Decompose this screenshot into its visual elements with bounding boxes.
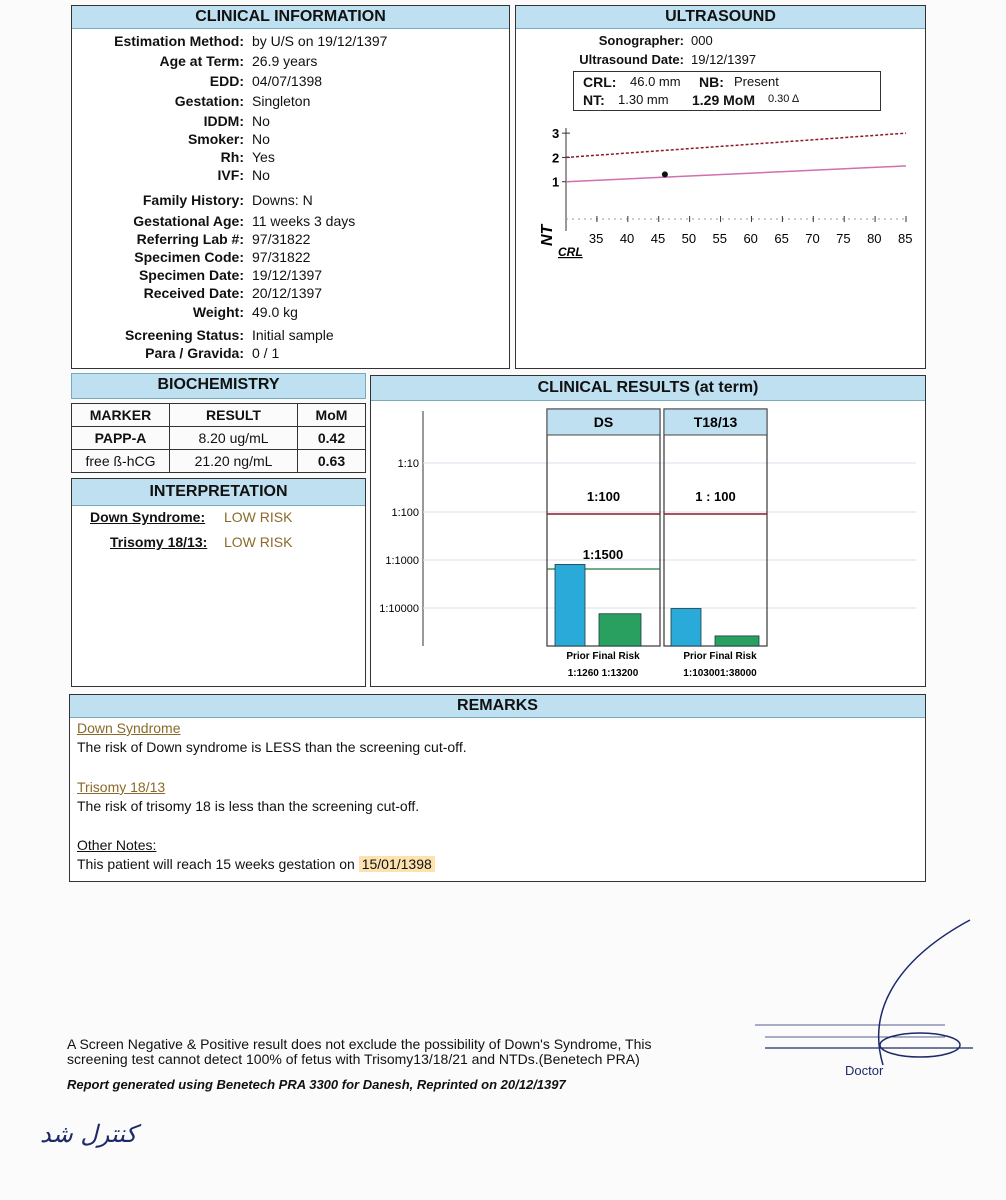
clinical-row-value: 97/31822 — [252, 249, 311, 265]
biochemistry-table — [71, 403, 366, 473]
t18-remark-link[interactable]: Trisomy 18/13 — [77, 779, 166, 795]
crl-nt-box — [573, 71, 881, 111]
table-cell: free ß-hCG — [72, 450, 170, 473]
other-notes-title: Other Notes: — [77, 837, 157, 853]
table-cell: 21.20 ng/mL — [170, 450, 298, 473]
nt-crl-chart — [516, 116, 925, 266]
sonographer-value: 000 — [691, 33, 713, 48]
table-cell: 0.63 — [298, 450, 366, 473]
biochemistry-panel — [71, 373, 366, 475]
clinical-row-value: 49.0 kg — [252, 304, 298, 320]
ds-final-bar — [599, 614, 641, 646]
x-tick-label: 60 — [743, 231, 758, 246]
nt-delta: 0.30 Δ — [768, 93, 800, 105]
clinical-row-value: 97/31822 — [252, 231, 311, 247]
upper-limit-line — [566, 133, 906, 157]
clinical-row-label: EDD: — [209, 73, 244, 89]
risk-cutoff-label: 1 : 100 — [695, 489, 736, 504]
disclaimer-line-1: A Screen Negative & Positive result does not exclude the possibility of Down's Syndrome, This — [67, 1036, 652, 1052]
clinical-row-label: Gestational Age: — [133, 213, 244, 229]
sonographer-label: Sonographer: — [598, 33, 684, 48]
clinical-row-label: Family History: — [142, 192, 244, 208]
stamp-doctor-text: Doctor — [845, 1063, 884, 1078]
clinical-row-label: Estimation Method: — [114, 33, 244, 49]
t18-prior-bar — [671, 609, 701, 646]
risk-group-title: DS — [593, 414, 614, 430]
ds-prior-bar — [555, 564, 585, 646]
x-tick-label: 35 — [588, 231, 604, 246]
clinical-row-value: 0 / 1 — [252, 345, 280, 361]
nb-value: Present — [734, 74, 779, 89]
interpretation-panel — [71, 478, 366, 687]
clinical-row-label: Weight: — [192, 304, 244, 320]
x-tick-label: 75 — [836, 231, 851, 246]
remarks-panel — [69, 694, 926, 882]
clinical-results-title: CLINICAL RESULTS (at term) — [371, 376, 925, 401]
notes-sentence: This patient will reach 15 weeks gestation on — [77, 856, 355, 872]
risk-group-title: T18/13 — [693, 414, 738, 430]
nt-value: 1.30 mm — [618, 92, 669, 107]
ultrasound-date-label: Ultrasound Date: — [579, 52, 684, 67]
y-axis-label: NT — [539, 224, 556, 246]
clinical-row-value: No — [252, 167, 270, 183]
notes-date: 15/01/1398 — [359, 856, 435, 872]
clinical-row-value: 26.9 years — [252, 53, 318, 69]
ds-bar-labels: Prior Final Risk — [566, 651, 640, 662]
t18-interpret-label: Trisomy 18/13: — [110, 534, 208, 550]
clinical-row-label: Specimen Date: — [138, 267, 244, 283]
ds-bar-values: 1:1260 1:13200 — [567, 668, 639, 679]
clinical-results-panel — [370, 375, 926, 687]
risk-y-tick-label: 1:10 — [397, 458, 419, 470]
signature-stamp — [745, 915, 985, 1080]
clinical-row-label: IDDM: — [203, 113, 244, 129]
y-tick-label: 1 — [552, 174, 560, 190]
x-tick-label: 55 — [712, 231, 728, 246]
handwritten-note: کنترل شد — [40, 1120, 137, 1148]
table-row — [72, 450, 366, 473]
clinical-row-label: Rh: — [220, 149, 244, 165]
crl-label: CRL: — [583, 74, 617, 90]
clinical-row-value: 19/12/1397 — [252, 267, 323, 283]
nt-mom: 1.29 MoM — [692, 92, 756, 108]
clinical-row-value: Downs: N — [252, 192, 313, 208]
clinical-row-label: Gestation: — [174, 93, 244, 109]
clinical-row-value: No — [252, 113, 270, 129]
disclaimer-line-2: screening test cannot detect 100% of fetus with Trisomy13/18/21 and NTDs.(Benetech PRA) — [67, 1051, 640, 1067]
t18-final-bar — [715, 636, 759, 646]
y-tick-label: 2 — [552, 150, 560, 166]
clinical-row-label: Smoker: — [187, 131, 244, 147]
clinical-row-label: Received Date: — [143, 285, 244, 301]
table-header: MoM — [298, 404, 366, 427]
nb-label: NB: — [699, 74, 724, 90]
clinical-row-label: IVF: — [217, 167, 244, 183]
clinical-row-value: Yes — [252, 149, 275, 165]
table-header: RESULT — [170, 404, 298, 427]
clinical-row-value: 04/07/1398 — [252, 73, 323, 89]
clinical-information-title: CLINICAL INFORMATION — [72, 6, 509, 29]
ds-interpret-value: LOW RISK — [224, 509, 293, 525]
clinical-row-value: No — [252, 131, 270, 147]
table-row — [72, 427, 366, 450]
x-tick-label: 70 — [805, 231, 820, 246]
t18-bar-values: 1:103001:38000 — [683, 668, 757, 679]
clinical-row-value: 20/12/1397 — [252, 285, 323, 301]
x-tick-label: 45 — [650, 231, 666, 246]
median-line — [566, 166, 906, 182]
other-notes-text — [77, 856, 435, 872]
x-tick-label: 50 — [681, 231, 697, 246]
x-tick-label: 85 — [898, 231, 913, 246]
x-tick-label: 80 — [867, 231, 882, 246]
risk-cutoff-label: 1:100 — [586, 489, 621, 504]
remarks-title: REMARKS — [70, 695, 925, 718]
clinical-row-value: 11 weeks 3 days — [252, 213, 356, 229]
ultrasound-panel — [515, 5, 926, 369]
risk-y-tick-label: 1:1000 — [385, 555, 419, 567]
ultrasound-title: ULTRASOUND — [516, 6, 925, 29]
risk-chart — [371, 401, 925, 686]
t18-remark-text: The risk of trisomy 18 is less than the screening cut-off. — [77, 798, 420, 814]
ds-remark-link[interactable]: Down Syndrome — [77, 720, 181, 736]
crl-value: 46.0 mm — [630, 74, 681, 89]
ds-extra-label: 1:1500 — [582, 547, 624, 562]
ultrasound-date-value: 19/12/1397 — [691, 52, 757, 67]
clinical-information-panel — [71, 5, 510, 369]
table-cell: PAPP-A — [72, 427, 170, 450]
ds-remark-text: The risk of Down syndrome is LESS than the screening cut-off. — [77, 739, 467, 755]
clinical-row-value: Initial sample — [252, 327, 334, 343]
t18-interpret-value: LOW RISK — [224, 534, 293, 550]
risk-y-tick-label: 1:10000 — [379, 603, 419, 615]
nt-label: NT: — [583, 92, 605, 108]
clinical-row-value: Singleton — [252, 93, 311, 109]
clinical-row-label: Referring Lab #: — [136, 231, 244, 247]
table-cell: 8.20 ug/mL — [170, 427, 298, 450]
clinical-row-label: Age at Term: — [159, 53, 244, 69]
clinical-row-label: Screening Status: — [124, 327, 244, 343]
report-generated: Report generated using Benetech PRA 3300 for Danesh, Reprinted on 20/12/1397 — [67, 1077, 566, 1092]
x-axis-label: CRL — [558, 245, 583, 259]
clinical-row-value: by U/S on 19/12/1397 — [252, 33, 388, 49]
risk-y-tick-label: 1:100 — [391, 507, 419, 519]
biochemistry-title: BIOCHEMISTRY — [71, 373, 366, 399]
interpretation-title: INTERPRETATION — [72, 479, 365, 506]
table-header-row — [72, 404, 366, 427]
t18-bar-labels: Prior Final Risk — [683, 651, 757, 662]
table-header: MARKER — [72, 404, 170, 427]
ds-interpret-label: Down Syndrome: — [90, 509, 206, 525]
x-tick-label: 40 — [619, 231, 635, 246]
clinical-row-label: Para / Gravida: — [145, 345, 244, 361]
table-cell: 0.42 — [298, 427, 366, 450]
clinical-row-label: Specimen Code: — [134, 249, 244, 265]
x-tick-label: 65 — [774, 231, 789, 246]
y-tick-label: 3 — [552, 126, 560, 142]
nt-point — [662, 171, 668, 177]
